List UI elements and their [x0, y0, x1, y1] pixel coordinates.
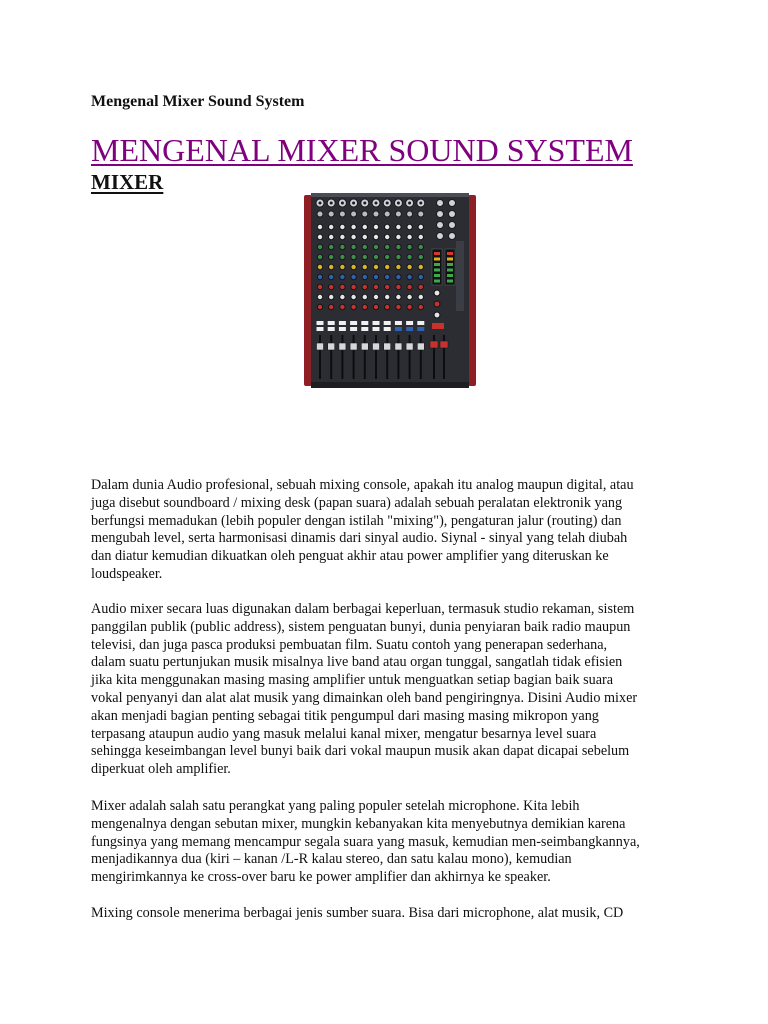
- meter-led: [447, 252, 453, 255]
- knob-cap: [419, 225, 423, 229]
- knob-cap: [374, 235, 378, 239]
- line-jack: [384, 211, 390, 217]
- input-jack-hole: [341, 202, 344, 205]
- knob-cap: [385, 295, 389, 299]
- knob-cap: [363, 305, 367, 309]
- knob-cap: [385, 305, 389, 309]
- mute-button: [406, 321, 413, 325]
- knob-cap: [340, 265, 344, 269]
- meter-led: [447, 258, 453, 261]
- input-jack-hole: [397, 202, 400, 205]
- knob-cap: [329, 285, 333, 289]
- master-mute-button: [432, 323, 444, 329]
- knob-cap: [329, 295, 333, 299]
- mixer-top-edge: [311, 193, 469, 197]
- knob-cap: [318, 295, 322, 299]
- solo-button: [406, 327, 413, 331]
- knob-cap: [363, 285, 367, 289]
- paragraph-line: panggilan publik (public address), sistem penguatan bunyi, dunia penyiaran baik radio maupun: [91, 618, 631, 635]
- solo-button: [373, 327, 380, 331]
- knob-cap: [351, 255, 355, 259]
- knob-cap: [385, 245, 389, 249]
- knob-cap: [363, 255, 367, 259]
- fader-cap: [317, 343, 324, 350]
- knob-cap: [396, 265, 400, 269]
- fader-cap: [406, 343, 413, 350]
- output-jack: [449, 211, 456, 218]
- paragraph-line: diperkuat oleh amplifier.: [91, 761, 231, 778]
- input-jack-hole: [419, 202, 422, 205]
- knob-cap: [340, 225, 344, 229]
- knob-cap: [407, 235, 411, 239]
- knob-cap: [407, 285, 411, 289]
- section-heading-mixer: MIXER: [91, 170, 164, 194]
- knob-cap: [419, 245, 423, 249]
- knob-cap: [396, 275, 400, 279]
- mute-button: [317, 321, 324, 325]
- knob-cap: [396, 305, 400, 309]
- paragraph-line: berfungsi memadukan (lebih populer dengan istilah "mixing"), pengaturan jalur (routing) dan: [91, 512, 622, 529]
- knob-cap: [351, 265, 355, 269]
- paragraph-line: dan diatur kemudian dikuatkan oleh penguat akhir atau power amplifier yang diteruskan ke: [91, 548, 609, 565]
- meter-led: [434, 274, 440, 277]
- master-knob-cap: [435, 291, 440, 296]
- output-jack: [437, 233, 444, 240]
- paragraph-line: vokal penyanyi dan alat alat musik yang dimainkan oleh band pengiringnya. Disini Audio mixer: [91, 689, 638, 706]
- knob-cap: [340, 245, 344, 249]
- paragraph-line: sehingga keseimbangan level bunyi baik dari vokal maupun musik akan dapat dicapai sebelum: [91, 743, 630, 760]
- mixer-side-panel: [304, 195, 312, 386]
- master-fader-cap: [430, 341, 438, 348]
- mixer-chassis: [311, 193, 469, 388]
- knob-cap: [363, 225, 367, 229]
- knob-cap: [396, 255, 400, 259]
- knob-cap: [351, 295, 355, 299]
- mixer-photo: [304, 193, 476, 388]
- knob-cap: [407, 275, 411, 279]
- fader-slot: [386, 335, 388, 379]
- document-title: Mengenal Mixer Sound System: [91, 93, 305, 110]
- knob-cap: [407, 225, 411, 229]
- meter-led: [447, 263, 453, 266]
- input-jack-hole: [375, 202, 378, 205]
- knob-cap: [329, 225, 333, 229]
- solo-button: [417, 327, 424, 331]
- mute-button: [339, 321, 346, 325]
- fader-slot: [353, 335, 355, 379]
- fader-slot: [341, 335, 343, 379]
- solo-button: [350, 327, 357, 331]
- knob-cap: [318, 225, 322, 229]
- knob-cap: [318, 245, 322, 249]
- knob-cap: [351, 245, 355, 249]
- paragraph-line: televisi, dan juga pasca produksi pembuatan film. Suatu contoh yang penerapan sederhana,: [91, 636, 608, 653]
- mute-button: [373, 321, 380, 325]
- paragraph-line: Mixer adalah salah satu perangkat yang paling populer setelah microphone. Kita lebih: [91, 798, 580, 814]
- knob-cap: [351, 275, 355, 279]
- fader-slot: [397, 335, 399, 379]
- solo-button: [361, 327, 368, 331]
- knob-cap: [351, 305, 355, 309]
- knob-cap: [385, 275, 389, 279]
- knob-cap: [363, 245, 367, 249]
- knob-cap: [396, 285, 400, 289]
- knob-cap: [396, 235, 400, 239]
- mixer-bottom-edge: [311, 382, 469, 388]
- line-jack: [317, 211, 323, 217]
- knob-cap: [407, 255, 411, 259]
- paragraph-3: [91, 798, 681, 887]
- knob-cap: [351, 285, 355, 289]
- paragraph-4: [91, 905, 681, 923]
- line-jack: [339, 211, 345, 217]
- paragraph-line: fungsinya yang memang mencampur segala suara yang masuk, kemudian men-seimbangkannya,: [91, 833, 640, 850]
- knob-cap: [419, 255, 423, 259]
- solo-button: [384, 327, 391, 331]
- solo-button: [395, 327, 402, 331]
- paragraph-line: Audio mixer secara luas digunakan dalam berbagai keperluan, termasuk studio rekaman, sistem: [91, 601, 635, 617]
- brand-strip: [456, 241, 464, 311]
- paragraph-line: terpasang ataupun audio yang masuk melalui kanal mixer, mengatur besarnya level suara: [91, 725, 597, 742]
- paragraph-line: mengenalnya dengan sebutan mixer, mungkin kebanyakan kita menyebutnya demikian karena: [91, 815, 626, 832]
- knob-cap: [419, 305, 423, 309]
- master-fader-cap: [440, 341, 448, 348]
- fader-cap: [350, 343, 357, 350]
- mute-button: [417, 321, 424, 325]
- paragraph-line: loudspeaker.: [91, 565, 163, 582]
- knob-cap: [318, 235, 322, 239]
- knob-cap: [396, 225, 400, 229]
- output-jack: [449, 200, 456, 207]
- mute-button: [395, 321, 402, 325]
- knob-cap: [374, 225, 378, 229]
- knob-cap: [374, 305, 378, 309]
- mute-button: [350, 321, 357, 325]
- knob-cap: [329, 245, 333, 249]
- knob-cap: [318, 285, 322, 289]
- output-jack: [449, 233, 456, 240]
- knob-cap: [329, 265, 333, 269]
- paragraph-line: Mixing console menerima berbagai jenis sumber suara. Bisa dari microphone, alat musik, CD: [91, 905, 624, 921]
- master-knob-cap: [435, 302, 440, 307]
- audio-mixer-console-icon: [304, 193, 476, 388]
- main-heading: MENGENAL MIXER SOUND SYSTEM: [91, 132, 633, 168]
- knob-cap: [329, 235, 333, 239]
- meter-led: [447, 280, 453, 283]
- knob-cap: [363, 295, 367, 299]
- input-jack-hole: [408, 202, 411, 205]
- fader-cap: [373, 343, 380, 350]
- knob-cap: [374, 285, 378, 289]
- input-jack-hole: [319, 202, 322, 205]
- line-jack: [418, 211, 424, 217]
- input-jack-hole: [363, 202, 366, 205]
- output-jack: [437, 200, 444, 207]
- line-jack: [373, 211, 379, 217]
- knob-cap: [318, 255, 322, 259]
- knob-cap: [318, 275, 322, 279]
- knob-cap: [374, 255, 378, 259]
- paragraph-line: mengubah level, serta harmonisasi dinamis dari sinyal audio. Siynal - sinyal yang telah diubah: [91, 530, 628, 547]
- knob-cap: [318, 305, 322, 309]
- knob-cap: [340, 275, 344, 279]
- knob-cap: [419, 295, 423, 299]
- knob-cap: [385, 285, 389, 289]
- fader-cap: [417, 343, 424, 350]
- solo-button: [328, 327, 335, 331]
- knob-cap: [385, 265, 389, 269]
- knob-cap: [385, 225, 389, 229]
- paragraph-line: jika kita menggunakan masing masing amplifier untuk menguatkan setiap bagian baik suara: [91, 672, 614, 689]
- fader-cap: [328, 343, 335, 350]
- line-jack: [328, 211, 334, 217]
- meter-led: [447, 274, 453, 277]
- fader-slot: [319, 335, 321, 379]
- output-jack: [437, 222, 444, 229]
- knob-cap: [374, 245, 378, 249]
- knob-cap: [407, 305, 411, 309]
- knob-cap: [340, 305, 344, 309]
- paragraph-line: mengirimkannya ke cross-over baru ke power amplifier dan akhirnya ke speaker.: [91, 869, 551, 886]
- knob-cap: [340, 235, 344, 239]
- paragraph-1: [91, 477, 681, 584]
- meter-led: [434, 258, 440, 261]
- fader-slot: [364, 335, 366, 379]
- knob-cap: [363, 275, 367, 279]
- solo-button: [317, 327, 324, 331]
- mute-button: [361, 321, 368, 325]
- knob-cap: [407, 295, 411, 299]
- meter-led: [434, 252, 440, 255]
- fader-cap: [339, 343, 346, 350]
- knob-cap: [396, 295, 400, 299]
- fader-slot: [375, 335, 377, 379]
- knob-cap: [340, 255, 344, 259]
- knob-cap: [419, 265, 423, 269]
- knob-cap: [385, 235, 389, 239]
- paragraph-line: juga disebut soundboard / mixing desk (papan suara) adalah sebuah peralatan elektronik yang: [91, 494, 623, 511]
- solo-button: [339, 327, 346, 331]
- knob-cap: [363, 235, 367, 239]
- fader-slot: [420, 335, 422, 379]
- knob-cap: [351, 235, 355, 239]
- output-jack: [437, 211, 444, 218]
- input-jack-hole: [330, 202, 333, 205]
- master-knob-cap: [435, 313, 440, 318]
- fader-cap: [384, 343, 391, 350]
- fader-slot: [409, 335, 411, 379]
- knob-cap: [419, 285, 423, 289]
- paragraph-line: menjadikannya dua (kiri – kanan /L-R kalau stereo, dan satu kalau mono), kemudian: [91, 851, 572, 868]
- knob-cap: [351, 225, 355, 229]
- knob-cap: [419, 235, 423, 239]
- line-jack: [407, 211, 413, 217]
- paragraph-line: Dalam dunia Audio profesional, sebuah mixing console, apakah itu analog maupun digital, atau: [91, 477, 634, 493]
- paragraph-line: dalam suatu pertunjukan musik misalnya live band atau organ tunggal, sangatlah tidak efisien: [91, 654, 623, 671]
- knob-cap: [318, 265, 322, 269]
- input-jack-hole: [352, 202, 355, 205]
- input-jack-hole: [386, 202, 389, 205]
- output-jack: [449, 222, 456, 229]
- meter-led: [434, 263, 440, 266]
- meter-led: [447, 269, 453, 272]
- knob-cap: [329, 255, 333, 259]
- knob-cap: [396, 245, 400, 249]
- paragraph-2: [91, 601, 681, 779]
- knob-cap: [374, 275, 378, 279]
- line-jack: [351, 211, 357, 217]
- mute-button: [328, 321, 335, 325]
- knob-cap: [419, 275, 423, 279]
- fader-cap: [395, 343, 402, 350]
- knob-cap: [340, 285, 344, 289]
- knob-cap: [385, 255, 389, 259]
- paragraph-line: akan menjadi bagian penting sebagai titik pengumpul dari masing masing mikropon yang: [91, 707, 599, 724]
- knob-cap: [363, 265, 367, 269]
- line-jack: [362, 211, 368, 217]
- mixer-side-panel: [468, 195, 476, 386]
- line-jack: [395, 211, 401, 217]
- knob-cap: [374, 295, 378, 299]
- mute-button: [384, 321, 391, 325]
- meter-led: [434, 269, 440, 272]
- knob-cap: [407, 245, 411, 249]
- knob-cap: [374, 265, 378, 269]
- fader-cap: [361, 343, 368, 350]
- knob-cap: [340, 295, 344, 299]
- knob-cap: [407, 265, 411, 269]
- fader-slot: [330, 335, 332, 379]
- meter-led: [434, 280, 440, 283]
- knob-cap: [329, 305, 333, 309]
- knob-cap: [329, 275, 333, 279]
